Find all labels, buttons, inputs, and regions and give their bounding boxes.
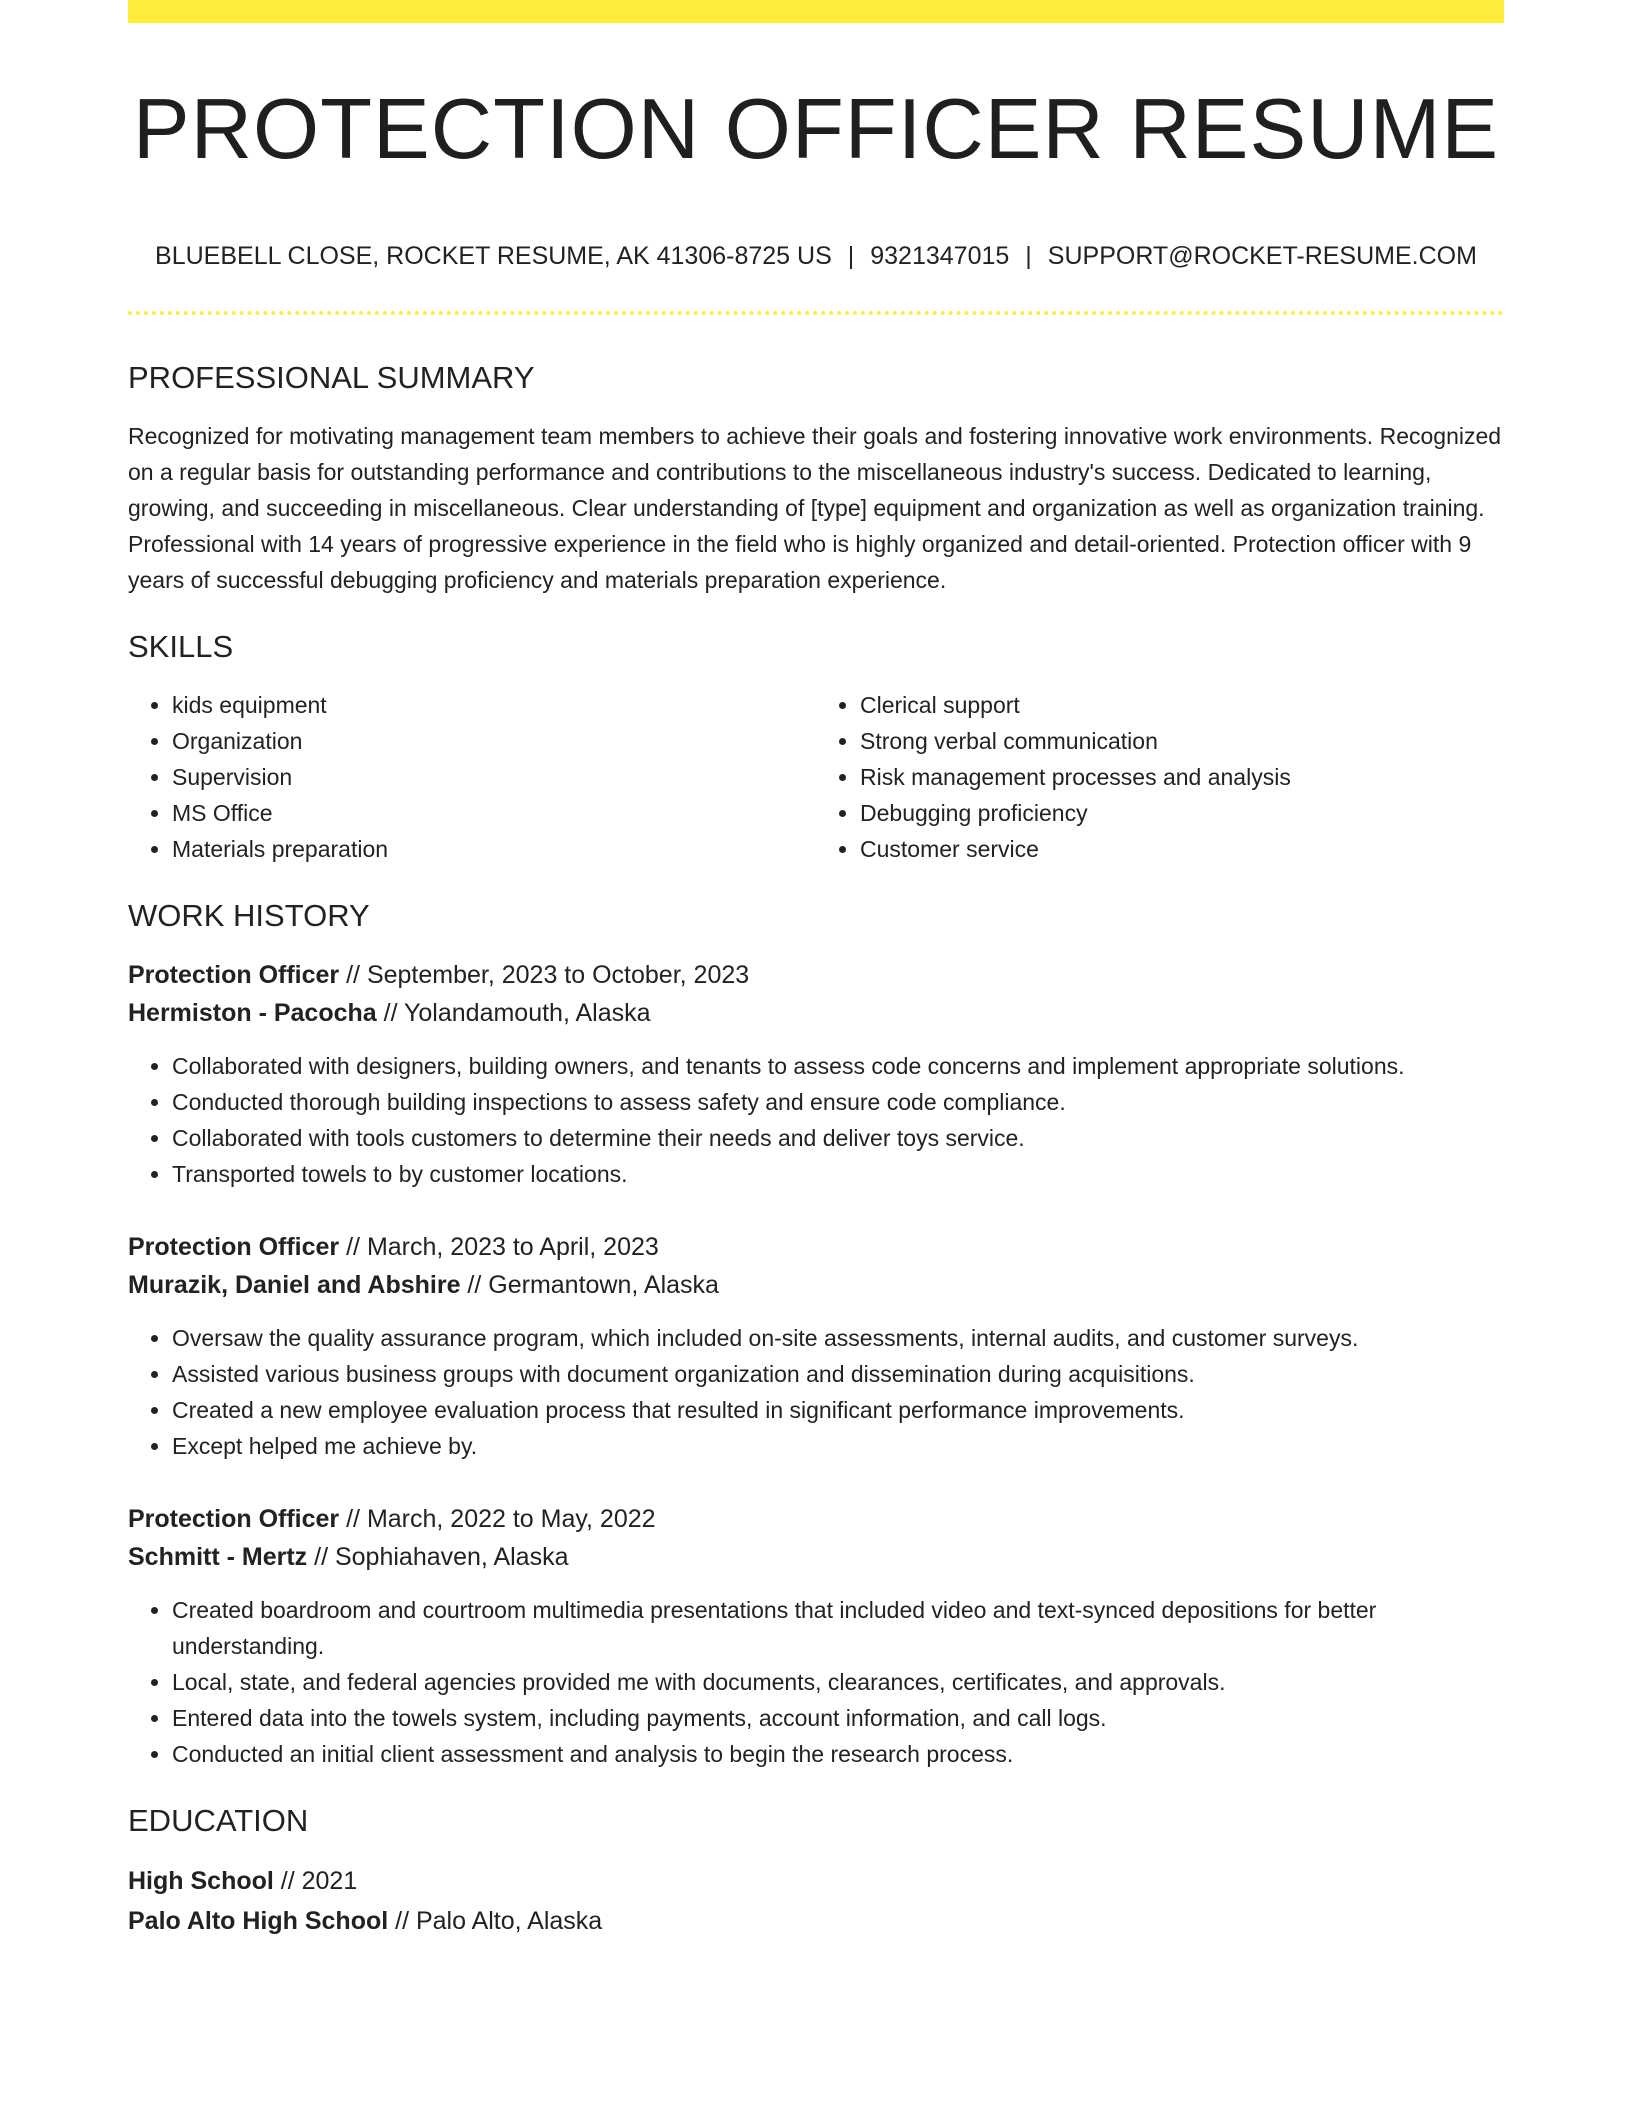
contact-phone: 9321347015 (870, 241, 1010, 270)
job-role-line (128, 956, 1504, 994)
job-company: Murazik, Daniel and Abshire (128, 1271, 461, 1300)
education-entry (128, 1861, 1504, 1941)
summary-text: Recognized for motivating management team members to achieve their goals and fostering innovative work environments. Recognized on a regular basis for outstanding performance and contributions to the miscellaneous industry's success. Dedicated to learning, growing, and succeeding in miscellaneous. Clear understanding of [type] equipment and organization as well as organization training. Professional with 14 years of progressive experience in the field who is highly organized and detail-oriented. Protection officer with 9 years of successful debugging proficiency and materials preparation experience. (128, 422, 1502, 593)
job-bullet: • Except helped me achieve by. (172, 1428, 1504, 1464)
education-degree-line (128, 1861, 1504, 1901)
work-history-heading: WORK HISTORY (128, 897, 370, 933)
education-school: Palo Alto High School (128, 1907, 389, 1936)
job-bullet: • Conducted thorough building inspections to assess safety and ensure code compliance. (172, 1084, 1504, 1120)
job-bullet: • Created boardroom and courtroom multimedia presentations that included video and text-synced depositions for better understanding. (172, 1592, 1504, 1664)
job-bullet: • Collaborated with tools customers to determine their needs and deliver toys service. (172, 1120, 1504, 1156)
contact-separator: | (847, 241, 855, 270)
job-role: Protection Officer (128, 1233, 340, 1262)
contact-email: SUPPORT@ROCKET-RESUME.COM (1047, 241, 1477, 270)
skill-item: • MS Office (172, 795, 816, 831)
education-location: // Palo Alto, Alaska (388, 1907, 603, 1936)
job-dates: // September, 2023 to October, 2023 (339, 961, 750, 990)
accent-top-bar (128, 0, 1504, 23)
job-bullet: • Entered data into the towels system, including payments, account information, and call logs. (172, 1700, 1504, 1736)
education-school-line (128, 1901, 1504, 1941)
job-entry (128, 1500, 1504, 1772)
skills-column-right (816, 687, 1504, 867)
job-entry (128, 956, 1504, 1192)
job-bullet: • Conducted an initial client assessment and analysis to begin the research process. (172, 1736, 1504, 1772)
job-role-line (128, 1500, 1504, 1538)
job-role: Protection Officer (128, 961, 340, 990)
job-company-line (128, 1266, 1504, 1304)
job-bullet: • Local, state, and federal agencies provided me with documents, clearances, certificates, and approvals. (172, 1664, 1504, 1700)
dotted-divider (128, 311, 1504, 315)
skill-item: • kids equipment (172, 687, 816, 723)
contact-address: BLUEBELL CLOSE, ROCKET RESUME, AK 41306-8725 US (155, 241, 832, 270)
skill-item: • Risk management processes and analysis (860, 759, 1504, 795)
job-location: // Germantown, Alaska (460, 1271, 719, 1300)
skill-item: • Debugging proficiency (860, 795, 1504, 831)
contact-line (128, 241, 1504, 271)
resume-page (128, 0, 1504, 1941)
job-role: Protection Officer (128, 1505, 340, 1534)
summary-heading: PROFESSIONAL SUMMARY (128, 359, 535, 395)
skill-item: • Materials preparation (172, 831, 816, 867)
job-bullets (128, 1320, 1504, 1464)
job-role-line (128, 1228, 1504, 1266)
job-company-line (128, 1538, 1504, 1576)
job-bullet: • Collaborated with designers, building owners, and tenants to assess code concerns and implement appropriate solutions. (172, 1048, 1504, 1084)
job-dates: // March, 2022 to May, 2022 (339, 1505, 656, 1534)
job-bullet: • Assisted various business groups with document organization and dissemination during acquisitions. (172, 1356, 1504, 1392)
skills-column-left (128, 687, 816, 867)
job-bullet: • Created a new employee evaluation process that resulted in significant performance improvements. (172, 1392, 1504, 1428)
skill-item: • Supervision (172, 759, 816, 795)
job-location: // Sophiahaven, Alaska (307, 1543, 569, 1572)
resume-title: PROTECTION OFFICER RESUME (132, 82, 1500, 177)
job-dates: // March, 2023 to April, 2023 (339, 1233, 659, 1262)
job-bullets (128, 1048, 1504, 1192)
skills-list (128, 687, 1504, 867)
job-bullet: • Oversaw the quality assurance program, which included on-site assessments, internal audits, and customer surveys. (172, 1320, 1504, 1356)
contact-separator: | (1025, 241, 1032, 270)
job-bullets (128, 1592, 1504, 1772)
job-company-line (128, 994, 1504, 1032)
skill-item: • Strong verbal communication (860, 723, 1504, 759)
job-bullet: • Transported towels to by customer locations. (172, 1156, 1504, 1192)
job-company: Schmitt - Mertz (128, 1543, 308, 1572)
job-entry (128, 1228, 1504, 1464)
job-location: // Yolandamouth, Alaska (376, 999, 651, 1028)
job-company: Hermiston - Pacocha (128, 999, 377, 1028)
skill-item: • Customer service (860, 831, 1504, 867)
skills-heading: SKILLS (128, 628, 234, 664)
skill-item: • Clerical support (860, 687, 1504, 723)
education-degree: High School (128, 1867, 274, 1896)
skill-item: • Organization (172, 723, 816, 759)
education-year: // 2021 (273, 1867, 358, 1896)
education-heading: EDUCATION (128, 1803, 309, 1839)
